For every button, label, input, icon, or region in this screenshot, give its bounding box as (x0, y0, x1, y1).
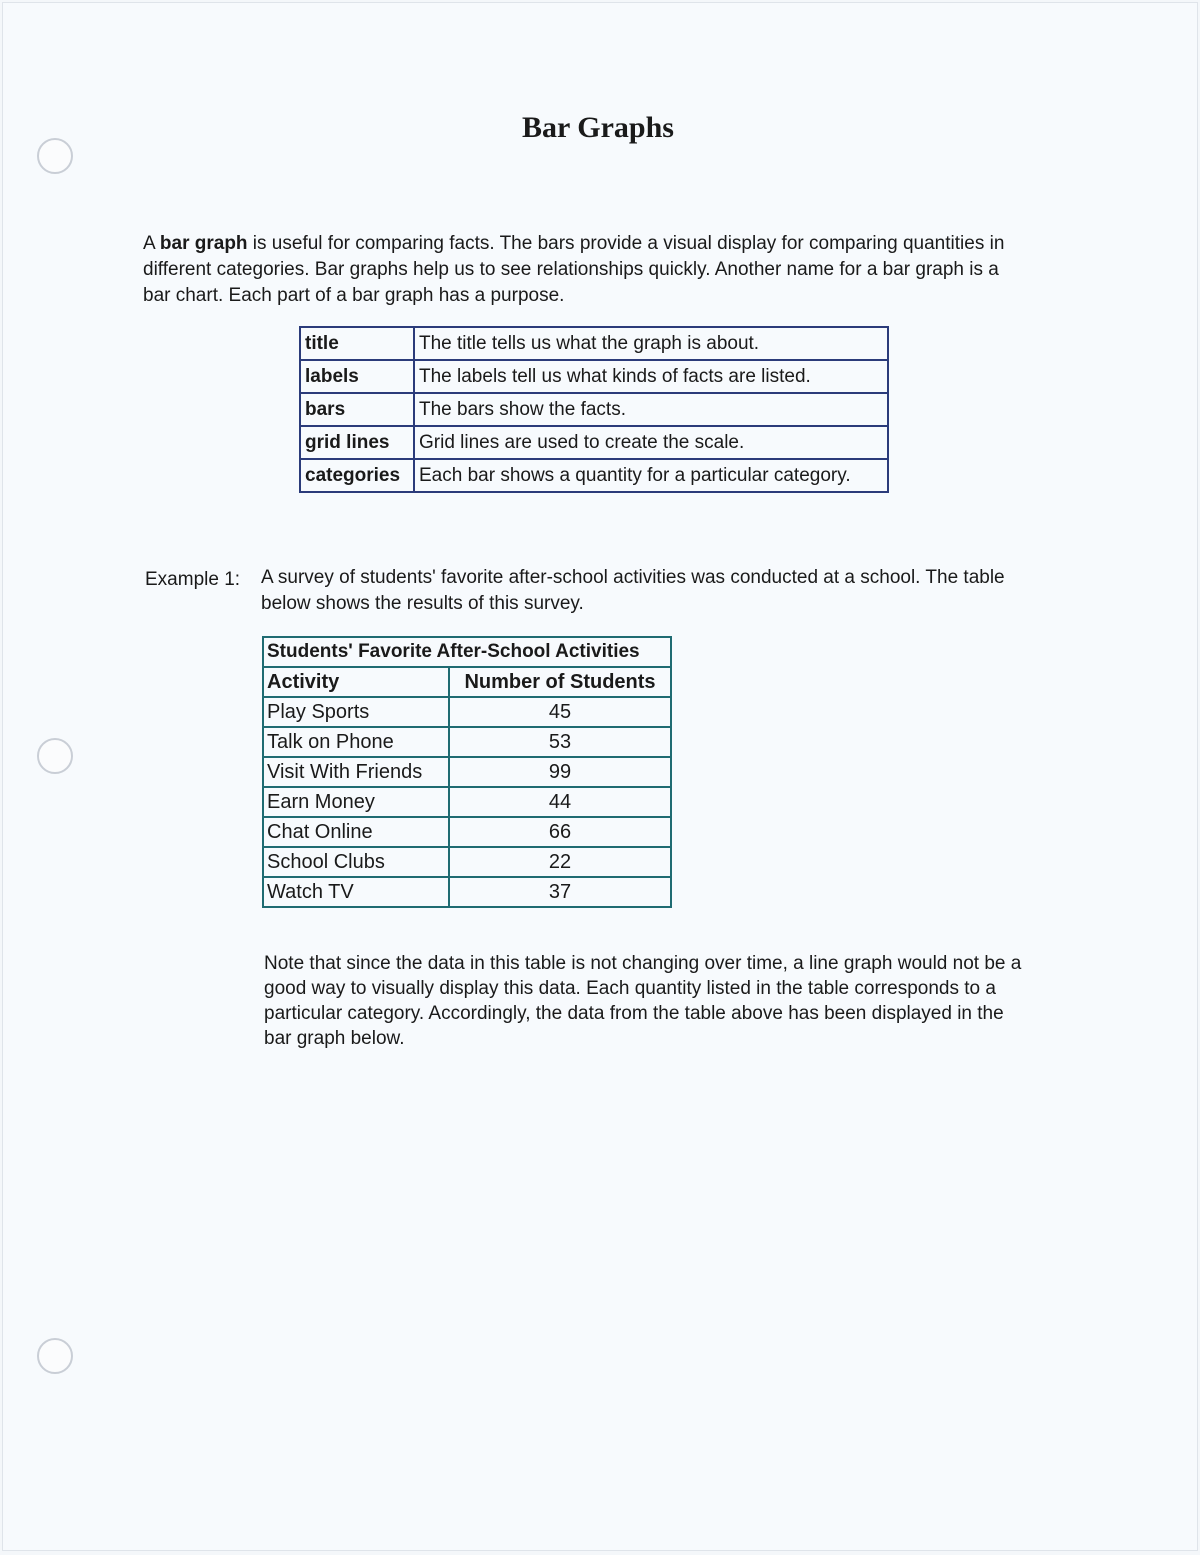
parts-table-row (300, 360, 888, 393)
part-description: Grid lines are used to create the scale. (414, 426, 888, 459)
example-label: Example 1: (145, 569, 241, 590)
student-count-cell: 45 (449, 697, 671, 727)
column-header-number-of-students: Number of Students (449, 667, 671, 697)
part-description: The title tells us what the graph is about. (414, 327, 888, 360)
survey-table (262, 636, 672, 908)
parts-table-row (300, 327, 888, 360)
activity-cell: Earn Money (263, 787, 449, 817)
survey-table-caption: Students' Favorite After-School Activities (263, 637, 671, 667)
activity-cell: Chat Online (263, 817, 449, 847)
bar-graph-parts-table (299, 326, 889, 493)
student-count-cell: 99 (449, 757, 671, 787)
note-paragraph: Note that since the data in this table is not changing over time, a line graph would not be a good way to visually display this data. Each quantity listed in the table corresponds to a particular category. Accordingly, the data from the table above has been displayed in the bar graph below. (264, 953, 1022, 1049)
student-count-cell: 37 (449, 877, 671, 907)
document-page (2, 2, 1198, 1551)
survey-caption-row (263, 637, 671, 667)
table-row (263, 757, 671, 787)
activity-cell: Talk on Phone (263, 727, 449, 757)
part-term: grid lines (300, 426, 414, 459)
activity-cell: Watch TV (263, 877, 449, 907)
activity-cell: Visit With Friends (263, 757, 449, 787)
parts-table-row (300, 393, 888, 426)
table-row (263, 877, 671, 907)
page-title: Bar Graphs (522, 111, 674, 144)
table-row (263, 697, 671, 727)
column-header-activity: Activity (263, 667, 449, 697)
part-description: The bars show the facts. (414, 393, 888, 426)
activity-cell: School Clubs (263, 847, 449, 877)
student-count-cell: 66 (449, 817, 671, 847)
table-row (263, 817, 671, 847)
student-count-cell: 22 (449, 847, 671, 877)
part-term: categories (300, 459, 414, 492)
part-term: title (300, 327, 414, 360)
table-row (263, 727, 671, 757)
survey-header-row (263, 667, 671, 697)
binder-hole-bottom (37, 1338, 73, 1374)
table-row (263, 787, 671, 817)
intro-rest: is useful for comparing facts. The bars provide a visual display for comparing quantities in different categories. Bar graphs help us to see relationships quickly. Another name for a bar graph is a bar chart. Each part of a bar graph has a purpose. (143, 233, 1005, 306)
parts-table-row (300, 459, 888, 492)
part-description: Each bar shows a quantity for a particular category. (414, 459, 888, 492)
intro-paragraph (143, 231, 1023, 309)
table-row (263, 847, 671, 877)
intro-bold-term: bar graph (159, 233, 248, 254)
student-count-cell: 53 (449, 727, 671, 757)
part-term: labels (300, 360, 414, 393)
intro-prefix: A (143, 233, 160, 254)
part-description: The labels tell us what kinds of facts are listed. (414, 360, 888, 393)
binder-hole-middle (37, 738, 73, 774)
activity-cell: Play Sports (263, 697, 449, 727)
parts-table-row (300, 426, 888, 459)
part-term: bars (300, 393, 414, 426)
example-text: A survey of students' favorite after-school activities was conducted at a school. The table below shows the results of this survey. (261, 567, 1005, 614)
student-count-cell: 44 (449, 787, 671, 817)
